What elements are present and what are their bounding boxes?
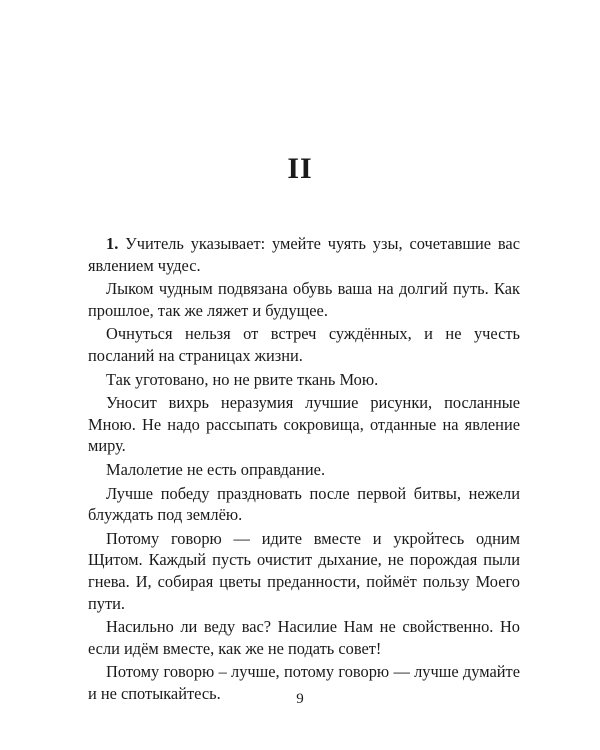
paragraph-8: Потому говорю — идите вместе и укройтесь одним Щитом. Каждый пусть очистит дыхание, не порождая пыли гнева. И, собирая цветы преданности, поймёт пользу Моего пути. — [88, 528, 520, 613]
paragraph-1 — [88, 233, 520, 276]
verse-number: 1. — [106, 234, 119, 253]
paragraph-10: Потому говорю – лучше, потому говорю — лучше думайте и не спотыкайтесь. — [88, 662, 520, 703]
paragraph-2: Лыком чудным подвязана обувь ваша на долгий путь. Как прошлое, так же ляжет и будущее. — [88, 279, 520, 320]
paragraph-text: Учитель указывает: умейте чуять узы, сочетавшие вас явлением чудес. — [88, 234, 520, 275]
page-number: 9 — [296, 691, 304, 707]
paragraph-7: Лучше победу праздновать после первой битвы, нежели блуждать под землёю. — [88, 483, 520, 525]
text-body — [88, 233, 520, 706]
paragraph-4: Так уготовано, но не рвите ткань Мою. — [106, 369, 379, 389]
paragraph-3: Очнуться нельзя от встреч суждённых, и не учесть посланий на страницах жизни. — [88, 324, 520, 365]
chapter-heading: II — [287, 152, 313, 185]
paragraph-9: Насильно ли веду вас? Насилие Нам не свойственно. Но если идём вместе, как же не подать совет! — [88, 617, 520, 658]
paragraph-6: Малолетие не есть оправдание. — [106, 459, 326, 479]
paragraph-5: Уносит вихрь неразумия лучшие рисунки, посланные Мною. Не надо рассыпать сокровища, отданные на явление миру. — [88, 393, 520, 456]
